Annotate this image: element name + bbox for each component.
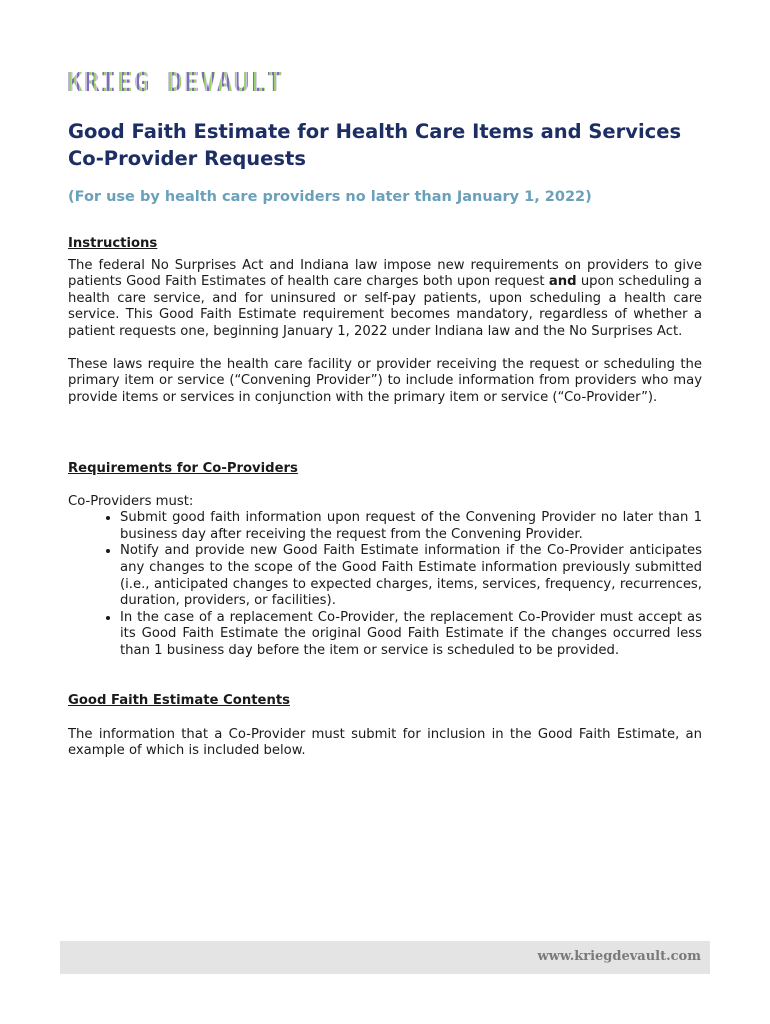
instructions-p1-start: The federal No Surprises Act and Indiana law impose new requirements on providers to give patients Good Faith Estimates of health care charges both upon request	[68, 257, 702, 290]
document-subtitle: (For use by health care providers no later than January 1, 2022)	[68, 189, 592, 205]
instructions-paragraph-2: These laws require the health care facility or provider receiving the request or scheduling the primary item or service (“Convening Provider”) to include information from providers who may provide items or services in conjunction with the primary item or service (“Co-Provider”).	[68, 356, 702, 405]
instructions-paragraph-1	[68, 258, 702, 341]
requirements-section	[68, 461, 702, 660]
instructions-p1-bold: and	[548, 274, 577, 290]
requirements-intro: Co-Providers must:	[68, 493, 194, 509]
instructions-section	[68, 236, 702, 406]
requirements-heading: Requirements for Co-Providers	[68, 461, 298, 476]
list-item: • In the case of a replacement Co-Provider, the replacement Co-Provider must accept as its Good Faith Estimate the original Good Faith Estimate if the changes occurred less than 1 business day before the item or service is scheduled to be provided.	[120, 610, 702, 660]
instructions-heading: Instructions	[68, 236, 158, 251]
contents-paragraph: The information that a Co-Provider must submit for inclusion in the Good Faith Estimate, an example of which is included below.	[68, 726, 702, 759]
contents-heading: Good Faith Estimate Contents	[68, 693, 290, 708]
requirements-list	[68, 510, 702, 659]
contents-section	[68, 693, 702, 760]
list-item: • Submit good faith information upon request of the Convening Provider no later than 1 business day after receiving the request from the Convening Provider.	[120, 510, 702, 543]
company-logo: KRIEG DEVAULT	[67, 66, 375, 100]
instructions-p1-end: upon scheduling a health care service, and for uninsured or self-pay patients, upon scheduling a health care service. This Good Faith Estimate requirement becomes mandatory, regardless of whether a patient requests one, beginning January 1, 2022 under Indiana law and the No Surprises Act.	[68, 274, 702, 339]
list-item: • Notify and provide new Good Faith Estimate information if the Co-Provider anticipates any changes to the scope of the Good Faith Estimate information previously submitted (i.e., anticipated changes to expected charges, items, services, frequency, recurrences, duration, providers, or facilities).	[120, 543, 702, 609]
document-title: Good Faith Estimate for Health Care Items and Services Co-Provider Requests	[68, 120, 682, 170]
footer-url: www.kriegdevault.com	[537, 949, 701, 964]
page-footer	[60, 941, 710, 974]
